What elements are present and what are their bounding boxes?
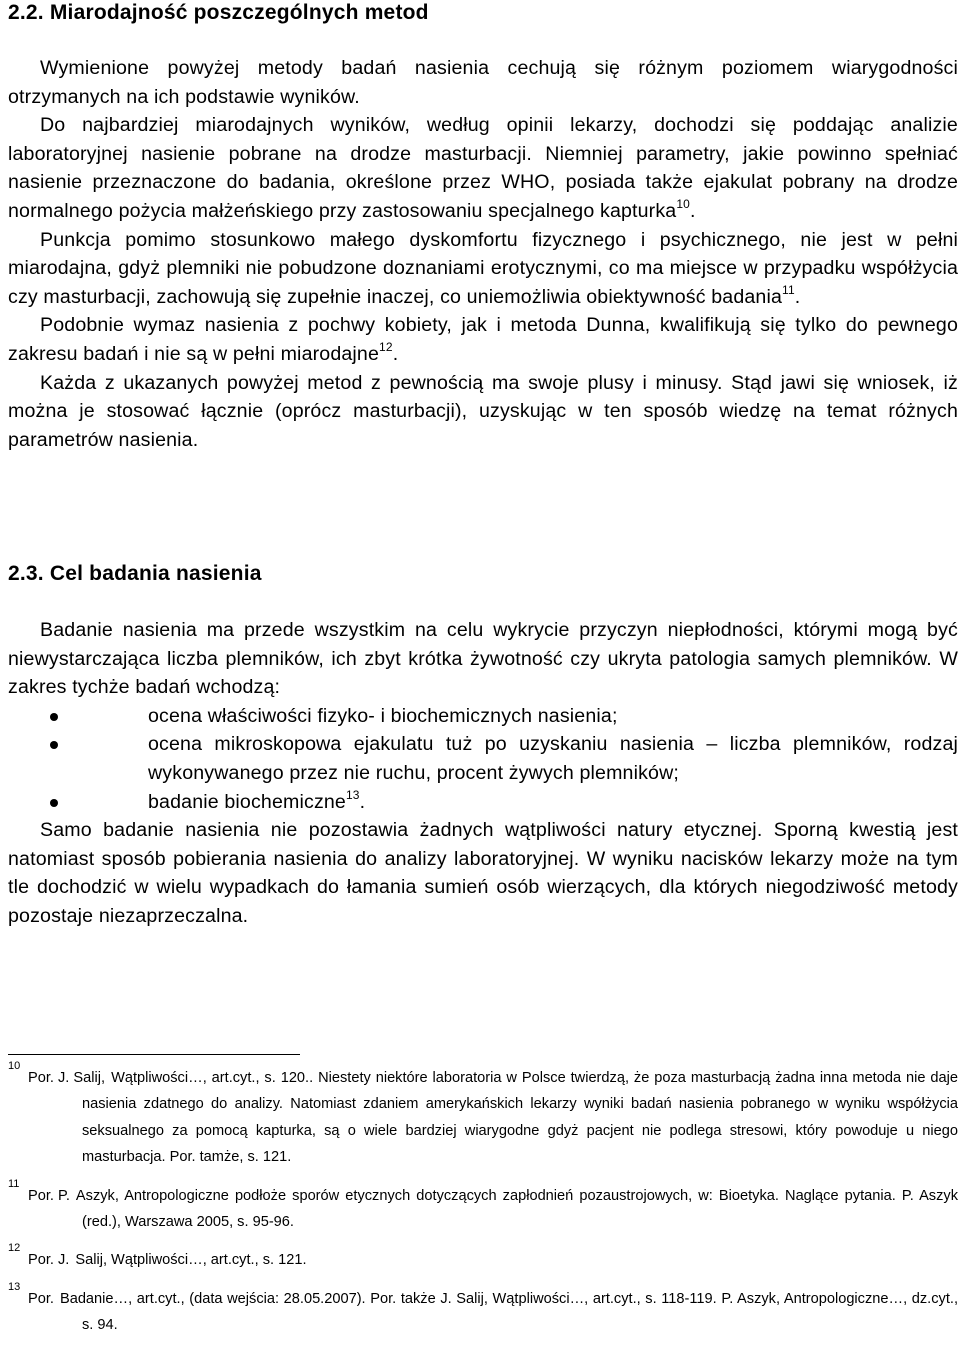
paragraph: Samo badanie nasienia nie pozostawia żadnych wątpliwości natury etycznej. Sporną kwestią jest natomiast sposób pobierania nasienia do analizy laboratoryjnej. W wyniku nacisków lekarzy może na tym tle dochodzić w wielu wypadkach do łamania sumień osób wierzących, dla których niegodziwość metody pozostaje niezaprzeczalna.	[8, 819, 958, 927]
footnote-ref[interactable]: 11	[782, 282, 795, 297]
footnotes	[8, 1060, 958, 1351]
section-2-2-body	[8, 54, 958, 454]
bullet-icon	[50, 713, 58, 721]
paragraph: Do najbardziej miarodajnych wyników, według opinii lekarzy, dochodzi się poddając analizie laboratoryjnej nasienie pobrane na drodze masturbacji. Niemniej parametry, jakie powinno spełniać nasienie przeznaczone do badania, określone przez WHO, posiada także ejakulat pobrany na drodze normalnego pożycia małżeńskiego przy zastosowaniu specjalnego kapturka$^{10}$.	[8, 114, 958, 222]
footnote-ref[interactable]: 12	[379, 339, 393, 354]
section-heading-2-3: 2.3. Cel badania nasienia	[8, 562, 262, 585]
footnote-lead: Por. J. Salij,	[28, 1070, 106, 1086]
paragraph: Każda z ukazanych powyżej metod z pewnością ma swoje plusy i minusy. Stąd jawi się wniosek, iż można je stosować łącznie (oprócz masturbacji), uzyskując w ten sposób wiedzę na temat różnych parametrów nasienia.	[8, 371, 958, 451]
footnote-number: 12	[8, 1242, 21, 1255]
footnote-number: 11	[8, 1177, 20, 1190]
footnote-number: 13	[8, 1280, 21, 1293]
footnote	[8, 1242, 958, 1273]
footnote-ref[interactable]: 10	[676, 196, 691, 211]
section-2-3-body	[8, 616, 958, 931]
paragraph: Wymienione powyżej metody badań nasienia cechują się różnym poziomem wiarygodności otrzymanych na ich podstawie wyników.	[8, 57, 958, 108]
footnote	[8, 1060, 958, 1171]
footnote-ref[interactable]: 13	[345, 787, 360, 802]
footnote-text: Aszyk, Antropologiczne podłoże sporów etycznych dotyczących zapłodnień pozaustrojowych, w: Bioetyka. Naglące pytania. P. Aszyk (red.), Warszawa 2005, s. 95-96.	[75, 1187, 958, 1231]
bullet-icon	[50, 741, 58, 749]
bullet-icon	[50, 799, 58, 807]
paragraph: Podobnie wymaz nasienia z pochwy kobiety, jak i metoda Dunna, kwalifikują się tylko do pewnego zakresu badań i nie są w pełni miarodajne$^{12}$.	[8, 314, 958, 365]
footnote	[8, 1280, 958, 1339]
list-item: ocena mikroskopowa ejakulatu tuż po uzyskaniu nasienia – liczba plemników, rodzaj wykonywanego przez nie ruchu, procent żywych plemników;	[8, 730, 958, 787]
footnote-text: Badanie…, art.cyt., (data wejścia: 28.05.2007). Por. także J. Salij, Wątpliwości…, art.cyt., s. 118-119. P. Aszyk, Antropologiczne…, dz.cyt., s. 94.	[59, 1290, 958, 1334]
footnote-lead: Por. P.	[28, 1187, 70, 1204]
footnote-separator	[8, 1054, 300, 1055]
bullet-list	[8, 702, 958, 816]
section-heading-2-2: 2.2. Miarodajność poszczególnych metod	[8, 1, 429, 24]
list-item: ocena właściwości fizyko- i biochemicznych nasienia;	[8, 702, 958, 731]
footnote-number: 10	[8, 1060, 21, 1072]
footnote	[8, 1177, 958, 1236]
footnote-lead: Por. J.	[28, 1252, 70, 1269]
paragraph: Punkcja pomimo stosunkowo małego dyskomfortu fizycznego i psychicznego, nie jest w pełni miarodajna, gdyż plemniki nie pobudzone doznaniami erotycznymi, co ma miejsce w przypadku współżycia czy masturbacji, zachowują się zupełnie inaczej, co uniemożliwia obiektywność badania$^{11}$.	[8, 228, 958, 308]
list-item: badanie biochemiczne$^{13}$.	[8, 788, 958, 817]
footnote-text: Salij, Wątpliwości…, art.cyt., s. 121.	[75, 1252, 307, 1269]
paragraph: Badanie nasienia ma przede wszystkim na celu wykrycie przyczyn niepłodności, którymi mogą być niewystarczająca liczba plemników, ich zbyt krótka żywotność czy ukryta patologia samych plemników. W zakres tychże badań wchodzą:	[8, 619, 958, 699]
footnote-lead: Por.	[28, 1290, 54, 1307]
footnote-text: Wątpliwości…, art.cyt., s. 120.. Niestety niektóre laboratoria w Polsce twierdzą, że poza masturbacją żadna inna metoda nie daje nasienia zdatnego do analizy. Natomiast zdaniem amerykańskich lekarzy wyniki badań nasienia pobranego w wyniku współżycia seksualnego za pomocą kapturka, są o wiele bardziej wiarygodne gdyż pacjent nie podlega stresowi, który powoduje u niego masturbacja. Por. tamże, s. 121.	[82, 1070, 958, 1166]
